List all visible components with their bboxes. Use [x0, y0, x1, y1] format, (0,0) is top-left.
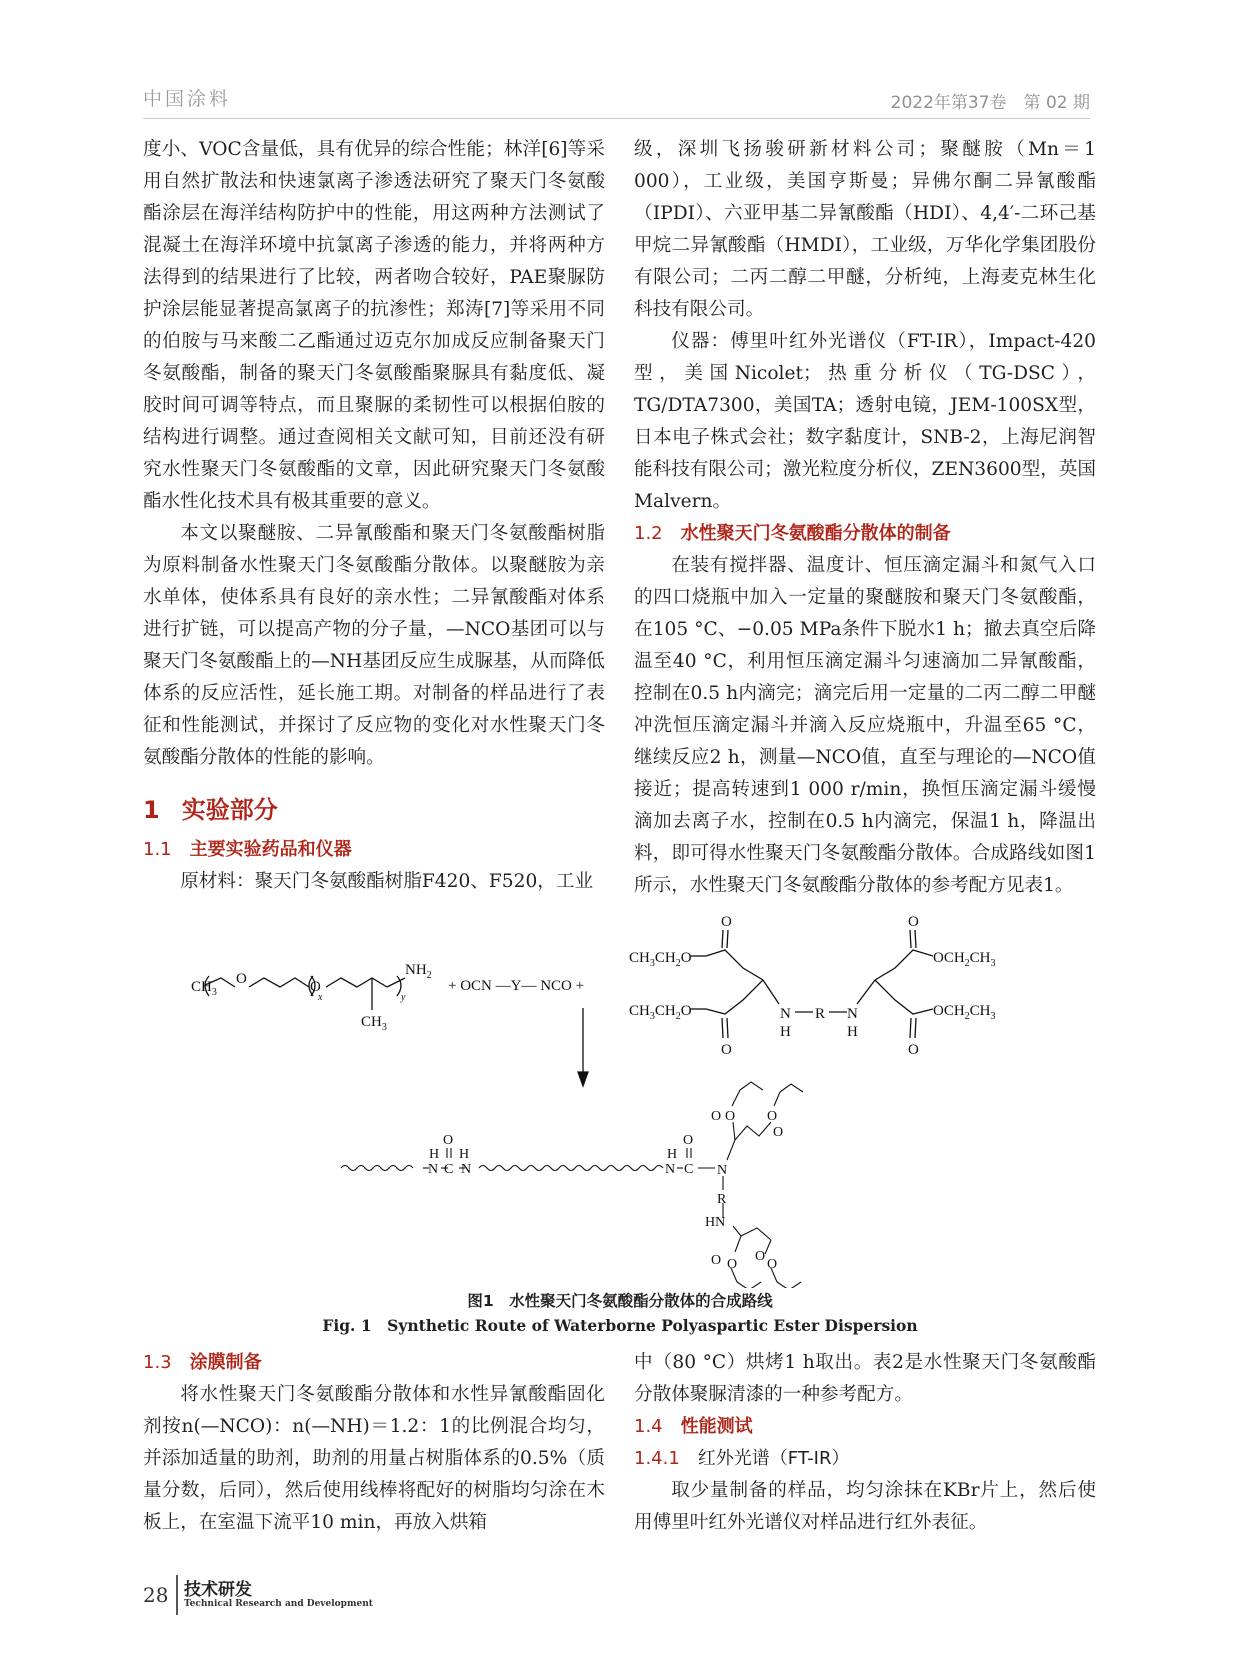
- header-rule: [143, 118, 1090, 119]
- product-hn: HN: [705, 1215, 726, 1230]
- ether-o-1: O: [236, 971, 247, 987]
- polyetheramine-structure: [205, 976, 405, 1010]
- right-column: [634, 134, 1096, 902]
- urea-h-right: H: [459, 1147, 470, 1162]
- ester-o-bottom-left: O: [721, 1042, 732, 1058]
- ester-o-top-left: O: [721, 914, 732, 930]
- product-n: N: [717, 1163, 728, 1178]
- materials-continued: 级，深圳飞扬骏研新材料公司；聚醚胺（Mn＝1 000），工业级，美国亨斯曼；异佛尔酮二异氰酸酯（IPDI）、六亚甲基二异氰酸酯（HDI）、4,4′-二环己基甲烷二异氰酸酯（HMDI），工业级，万华化学集团股份有限公司；二丙二醇二甲醚，分析纯，上海麦克林生化科技有限公司。: [634, 139, 1096, 320]
- issue-info: 2022年第37卷 第 02 期: [890, 93, 1090, 113]
- page-number: 28: [143, 1583, 169, 1607]
- product-o-f: O: [727, 1257, 738, 1272]
- urea-c: C: [444, 1162, 454, 1177]
- section-1-2-heading: [634, 518, 1096, 550]
- coating-paragraph: 将水性聚天门冬氨酸酯分散体和水性异氰酸酯固化剂按n(—NCO)：n(—NH)＝1.2：1的比例混合均匀，并添加适量的助剂，助剂的用量占树脂体系的0.5%（质量分数，后同），然后使用线棒将配好的树脂均匀涂在木板上，在室温下流平10 min，再放入烘箱: [143, 1384, 605, 1533]
- section-1-2-title: 水性聚天门冬氨酸酯分散体的制备: [680, 523, 951, 544]
- synthesis-route-figure: [143, 908, 1098, 1288]
- amine-h-left: H: [780, 1024, 791, 1040]
- section-1-4-1-heading: [634, 1443, 1096, 1475]
- section-1-4-1-number: 1.4.1: [634, 1448, 680, 1469]
- product-r: R: [717, 1192, 727, 1207]
- urea-n-right: N: [461, 1162, 472, 1177]
- linker-r: R: [815, 1006, 826, 1022]
- product-o-a: O: [711, 1109, 722, 1124]
- section-1-3-title: 涂膜制备: [189, 1352, 262, 1373]
- amine-h-right: H: [847, 1024, 858, 1040]
- reaction-arrow: [578, 1008, 588, 1086]
- journal-name: 中国涂料: [143, 88, 232, 110]
- section-1-2-number: 1.2: [634, 523, 663, 544]
- repeat-y-label: y: [401, 992, 406, 1003]
- amide-n: N: [665, 1162, 676, 1177]
- section-1-title: 实验部分: [181, 796, 278, 824]
- nh2-label: $NH_2$: [405, 962, 432, 981]
- ethoxy-label-3: $OCH_2CH_3$: [933, 950, 996, 969]
- section-1-3-number: 1.3: [143, 1352, 172, 1373]
- ethoxy-label-4: $OCH_2CH_3$: [933, 1003, 996, 1022]
- polyaspartic-ester-structure: [690, 930, 933, 1038]
- product-o-h: O: [767, 1257, 778, 1272]
- ch3-bottom-label: $CH_3$: [361, 1014, 387, 1033]
- footer-section-cn: 技术研发: [184, 1580, 252, 1600]
- intro-paragraph-2: 本文以聚醚胺、二异氰酸酯和聚天门冬氨酸酯树脂为原料制备水性聚天门冬氨酸酯分散体。以聚醚胺为亲水单体，使体系具有良好的亲水性；二异氰酸酯对体系进行扩链，可以提高产物的分子量，—NCO基团可以与聚天门冬氨酸酯上的—NH基团反应生成脲基，从而降低体系的反应活性，延长施工期。对制备的样品进行了表征和性能测试，并探讨了反应物的变化对水性聚天门冬氨酸酯分散体的性能的影响。: [143, 523, 605, 768]
- product-o-d: O: [773, 1125, 784, 1140]
- materials-paragraph: 原材料：聚天门冬氨酸酯树脂F420、F520，工业: [180, 871, 594, 892]
- urea-h-left: H: [429, 1147, 440, 1162]
- ester-o-top-right: O: [908, 914, 919, 930]
- left-column: [143, 134, 605, 898]
- ether-o-2: O: [310, 979, 321, 995]
- ch3-left-label: $CH_3$: [191, 979, 217, 998]
- product-o-b: O: [725, 1109, 736, 1124]
- amide-o: O: [683, 1133, 694, 1148]
- section-1-4-1-title: 红外光谱（FT-IR）: [697, 1448, 850, 1469]
- ethoxy-label-1: $CH_3CH_2O$: [629, 950, 692, 969]
- product-o-g: O: [755, 1249, 766, 1264]
- footer-divider: [176, 1575, 178, 1615]
- section-1-3-heading: [143, 1347, 605, 1379]
- repeat-x-label: x: [318, 992, 323, 1003]
- amine-n-right: N: [847, 1006, 858, 1022]
- footer-section-en: Technical Research and Development: [184, 1599, 373, 1609]
- amide-h: H: [667, 1147, 678, 1162]
- bottom-left-column: [143, 1347, 605, 1539]
- section-1-1-heading: [143, 834, 605, 866]
- section-1-4-title: 性能测试: [680, 1416, 753, 1437]
- ethoxy-label-2: $CH_3CH_2O$: [629, 1003, 692, 1022]
- bottom-right-column: [634, 1347, 1096, 1539]
- product-o-e: O: [711, 1253, 722, 1268]
- diisocyanate-label: + OCN —Y— NCO +: [448, 978, 585, 994]
- section-1-4-number: 1.4: [634, 1416, 663, 1437]
- figure-caption-cn: 图1 水性聚天门冬氨酸酯分散体的合成路线: [467, 1292, 773, 1310]
- instruments-paragraph: 仪器：傅里叶红外光谱仪（FT-IR），Impact-420型，美国Nicolet；热重分析仪（TG-DSC），TG/DTA7300，美国TA；透射电镜，JEM-100SX型，日本电子株式会社；数字黏度计，SNB-2，上海尼润智能科技有限公司；激光粒度分析仪，ZEN3600型，英国Malvern。: [634, 331, 1096, 512]
- amide-c: C: [684, 1162, 694, 1177]
- urea-o: O: [443, 1133, 454, 1148]
- figure-caption-en: Fig. 1 Synthetic Route of Waterborne Polyaspartic Ester Dispersion: [322, 1316, 918, 1335]
- section-1-1-number: 1.1: [143, 839, 172, 860]
- preparation-paragraph: 在装有搅拌器、温度计、恒压滴定漏斗和氮气入口的四口烧瓶中加入一定量的聚醚胺和聚天门冬氨酸酯，在105 °C、−0.05 MPa条件下脱水1 h；撤去真空后降温至40 °C，利用恒压滴定漏斗匀速滴加二异氰酸酯，控制在0.5 h内滴完；滴完后用一定量的二丙二醇二甲醚冲洗恒压滴定漏斗并滴入反应烧瓶中，升温至65 °C，继续反应2 h，测量—NCO值，直至与理论的—NCO值接近；提高转速到1 000 r/min，换恒压滴定漏斗缓慢滴加去离子水，控制在0.5 h内滴完，保温1 h，降温出料，即可得水性聚天门冬氨酸酯分散体。合成路线如图1所示，水性聚天门冬氨酸酯分散体的参考配方见表1。: [634, 555, 1096, 896]
- section-1-1-title: 主要实验药品和仪器: [189, 839, 352, 860]
- section-1-heading: [143, 792, 605, 828]
- section-1-number: 1: [143, 796, 160, 824]
- section-1-4-heading: [634, 1411, 1096, 1443]
- ester-o-bottom-right: O: [908, 1042, 919, 1058]
- coating-continued: 中（80 °C）烘烤1 h取出。表2是水性聚天门冬氨酸酯分散体聚脲清漆的一种参考配方。: [634, 1352, 1096, 1405]
- product-o-c: O: [767, 1109, 778, 1124]
- intro-paragraph-1: 度小、VOC含量低，具有优异的综合性能；林洋[6]等采用自然扩散法和快速氯离子渗透法研究了聚天门冬氨酸酯涂层在海洋结构防护中的性能，用这两种方法测试了混凝土在海洋环境中抗氯离子渗透的能力，并将两种方法得到的结果进行了比较，两者吻合较好，PAE聚脲防护涂层能显著提高氯离子的抗渗性；郑涛[7]等采用不同的伯胺与马来酸二乙酯通过迈克尔加成反应制备聚天门冬氨酸酯，制备的聚天门冬氨酸酯聚脲具有黏度低、凝胶时间可调等特点，而且聚脲的柔韧性可以根据伯胺的结构进行调整。通过查阅相关文献可知，目前还没有研究水性聚天门冬氨酸酯的文章，因此研究聚天门冬氨酸酯水性化技术具有极其重要的意义。: [143, 139, 605, 512]
- amine-n-left: N: [780, 1006, 791, 1022]
- ir-paragraph: 取少量制备的样品，均匀涂抹在KBr片上，然后使用傅里叶红外光谱仪对样品进行红外表征。: [634, 1480, 1096, 1533]
- urea-n-left: N: [428, 1162, 439, 1177]
